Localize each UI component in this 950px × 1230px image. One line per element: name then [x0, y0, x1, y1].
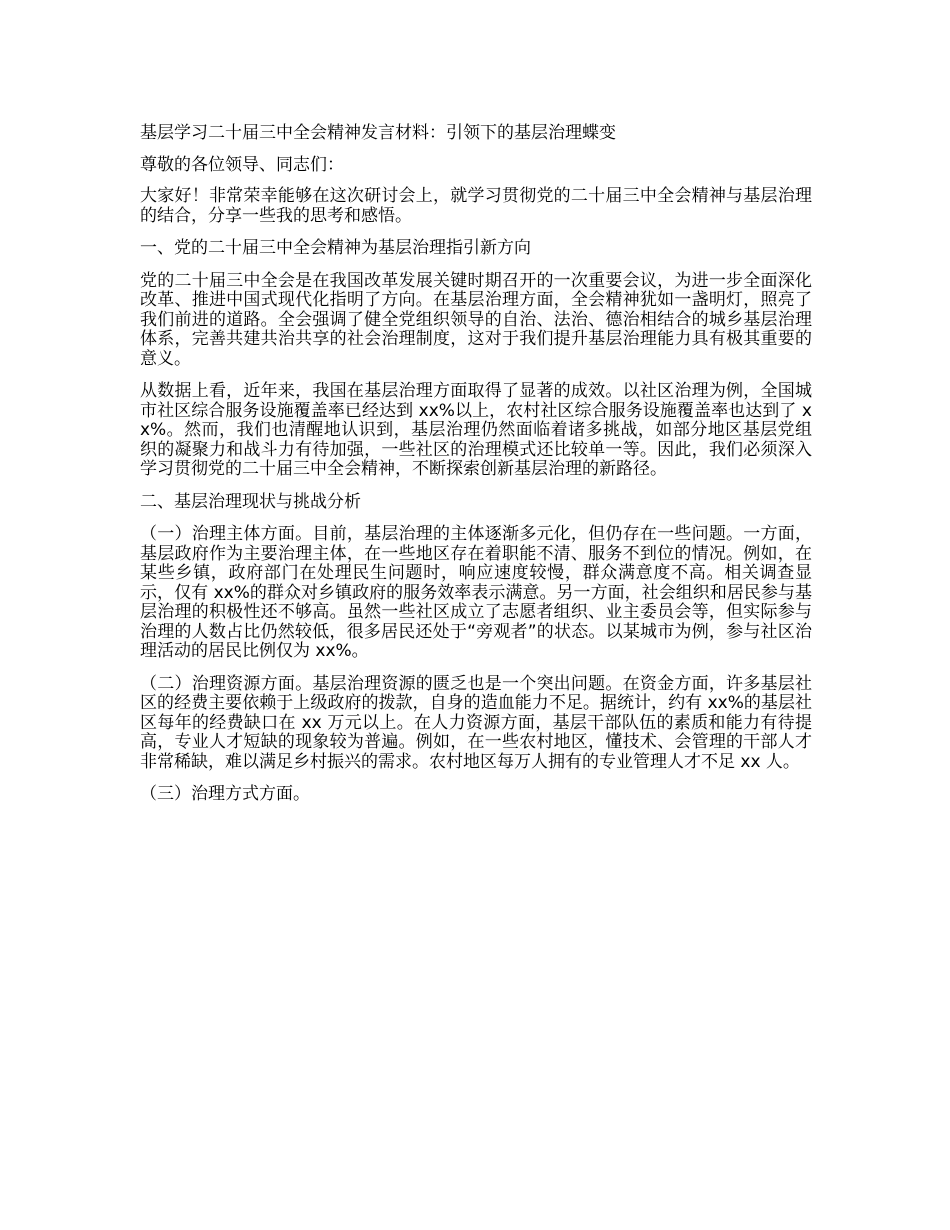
document-title: 基层学习二十届三中全会精神发言材料：引领下的基层治理蝶变 — [140, 123, 616, 143]
paragraph-data-overview: 从数据上看，近年来，我国在基层治理方面取得了显著的成效。以社区治理为例，全国城市社区综合服务设施覆盖率已经达到 xx%以上，农村社区综合服务设施覆盖率也达到了 xx%。然而，我们也清醒地认识到，基层治理仍然面临着诸多挑战，如部分地区基层党组织的凝聚力和战斗力有待加强，一些社区的治理模式还比较单一等。因此，我们必须深入学习贯彻党的二十届三中全会精神，不断探索创新基层治理的新路径。 — [140, 381, 812, 479]
paragraph-plenary-session: 党的二十届三中全会是在我国改革发展关键时期召开的一次重要会议，为进一步全面深化改革、推进中国式现代化指明了方向。在基层治理方面，全会精神犹如一盏明灯，照亮了我们前进的道路。全会强调了健全党组织领导的自治、法治、德治相结合的城乡基层治理体系，完善共建共治共享的社会治理制度，这对于我们提升基层治理能力具有极其重要的意义。 — [140, 270, 812, 369]
paragraph-intro: 大家好！非常荣幸能够在这次研讨会上，就学习贯彻党的二十届三中全会精神与基层治理的结合，分享一些我的思考和感悟。 — [140, 186, 812, 226]
section-heading-1: 一、党的二十届三中全会精神为基层治理指引新方向 — [140, 238, 531, 258]
section-heading-2: 二、基层治理现状与挑战分析 — [140, 491, 361, 512]
paragraph-governance-resources: （二）治理资源方面。基层治理资源的匮乏也是一个突出问题。在资金方面，许多基层社区的经费主要依赖于上级政府的拨款，自身的造血能力不足。据统计，约有 xx%的基层社区每年的经费缺口在 xx 万元以上。在人力资源方面，基层干部队伍的素质和能力有待提高，专业人才短缺的现象较为普遍。例如，在一些农村地区，懂技术、会管理的干部人才非常稀缺，难以满足乡村振兴的需求。农村地区每万人拥有的专业管理人才不足 xx 人。 — [140, 673, 812, 772]
paragraph-governance-subjects: （一）治理主体方面。目前，基层治理的主体逐渐多元化，但仍存在一些问题。一方面，基层政府作为主要治理主体，在一些地区存在着职能不清、服务不到位的情况。例如，在某些乡镇，政府部门在处理民生问题时，响应速度较慢，群众满意度不高。相关调查显示，仅有 xx%的群众对乡镇政府的服务效率表示满意。另一方面，社会组织和居民参与基层治理的积极性还不够高。虽然一些社区成立了志愿者组织、业主委员会等，但实际参与治理的人数占比仍然较低，很多居民还处于“旁观者”的状态。以某城市为例，参与社区治理活动的居民比例仅为 xx%。 — [140, 524, 812, 661]
greeting: 尊敬的各位领导、同志们： — [140, 154, 344, 175]
document-page — [140, 124, 812, 818]
paragraph-governance-methods: （三）治理方式方面。 — [140, 784, 310, 804]
